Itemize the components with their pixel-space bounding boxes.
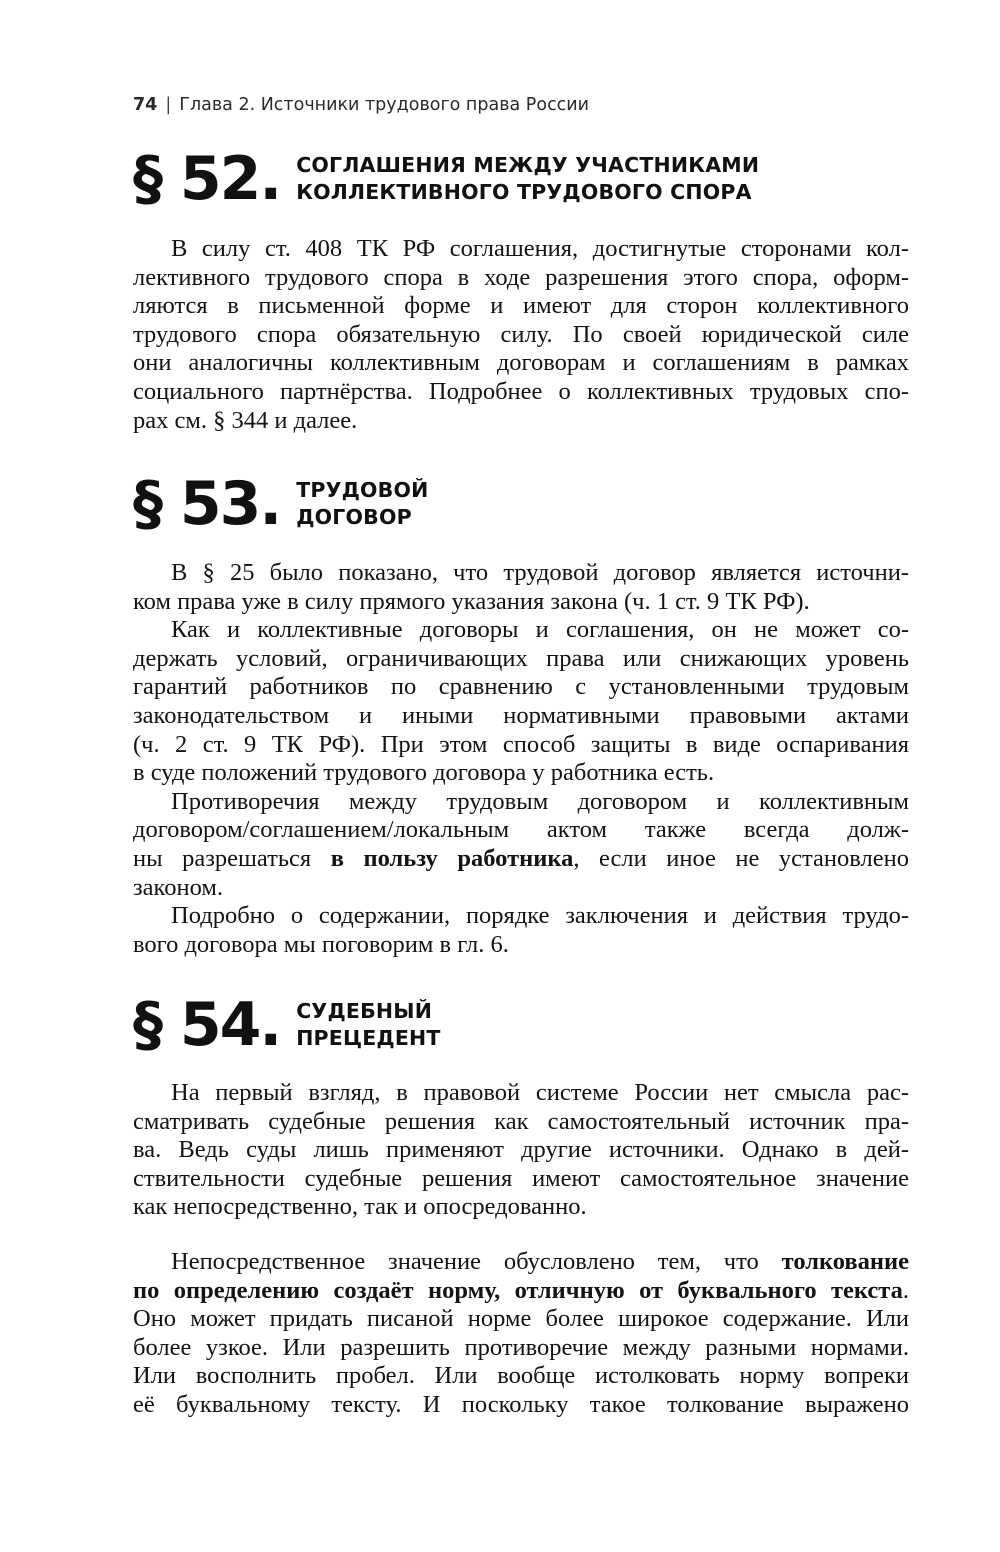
text-line: ком права уже в силу прямого указания закона (ч. 1 ст. 9 ТК РФ). bbox=[133, 587, 810, 615]
text-run: , если иное не установлено bbox=[573, 844, 910, 872]
text-line: В § 25 было показано, что трудовой договор является источни- bbox=[171, 559, 909, 586]
text-line: как непосредственно, так и опосредованно. bbox=[133, 1193, 587, 1221]
section-title-line: СОГЛАШЕНИЯ МЕЖДУ УЧАСТНИКАМИ bbox=[296, 153, 760, 177]
text-line: лективного трудового спора в ходе разрешения этого спора, оформ- bbox=[133, 263, 909, 291]
text-line: законом. bbox=[133, 873, 223, 901]
section-number: § 54. bbox=[133, 990, 281, 1060]
section-53-text bbox=[133, 559, 909, 959]
section-title-line: КОЛЛЕКТИВНОГО ТРУДОВОГО СПОРА bbox=[296, 180, 752, 204]
text-run: . bbox=[902, 1276, 909, 1304]
text-line bbox=[133, 1248, 909, 1277]
text-line: Или восполнить пробел. Или вообще истолковать норму вопреки bbox=[133, 1362, 909, 1390]
text-line: гарантий работников по сравнению с установленными трудовым bbox=[133, 673, 909, 701]
text-line: На первый взгляд, в правовой системе России нет смысла рас- bbox=[171, 1079, 909, 1106]
section-title-line: ПРЕЦЕДЕНТ bbox=[296, 1026, 441, 1050]
text-line: В силу ст. 408 ТК РФ соглашения, достигнутые сторонами кол- bbox=[171, 235, 909, 262]
text-line: Оно может придать писаной норме более широкое содержание. Или bbox=[133, 1305, 909, 1333]
text-line: ляются в письменной форме и имеют для сторон коллективного bbox=[133, 292, 909, 320]
text-line bbox=[133, 845, 909, 874]
text-run: Непосредственное значение обусловлено тем, что bbox=[171, 1248, 759, 1275]
bold-emphasis: в пользу работника bbox=[330, 844, 574, 872]
text-line: её буквальному тексту. И поскольку такое толкование выражено bbox=[133, 1390, 909, 1418]
section-52-heading bbox=[133, 144, 760, 214]
section-number: § 52. bbox=[133, 144, 281, 214]
bold-emphasis: толкование bbox=[781, 1248, 910, 1275]
section-title bbox=[296, 152, 759, 206]
section-53-heading bbox=[133, 469, 429, 539]
text-line: Как и коллективные договоры и соглашения, он не может со- bbox=[171, 616, 909, 644]
text-line: рах см. § 344 и далее. bbox=[133, 406, 358, 434]
section-54-heading bbox=[133, 990, 441, 1060]
section-title bbox=[296, 477, 428, 531]
text-line: трудового спора обязательную силу. По своей юридической силе bbox=[133, 320, 909, 348]
running-header bbox=[133, 95, 589, 115]
section-title-line: ДОГОВОР bbox=[296, 505, 412, 529]
chapter-title: Глава 2. Источники трудового права России bbox=[179, 95, 590, 115]
text-line: более узкое. Или разрешить противоречие между разными нормами. bbox=[133, 1333, 909, 1361]
text-line: сматривать судебные решения как самостоятельный источник пра- bbox=[133, 1107, 909, 1135]
text-line bbox=[133, 1277, 909, 1306]
text-line: держать условий, ограничивающих права или снижающих уровень bbox=[133, 644, 909, 672]
section-52-text bbox=[133, 235, 909, 435]
section-title-line: ТРУДОВОЙ bbox=[296, 478, 429, 502]
text-line: ва. Ведь суды лишь применяют другие источники. Однако в дей- bbox=[133, 1136, 909, 1164]
section-54-text-continued bbox=[133, 1248, 909, 1420]
text-line: (ч. 2 ст. 9 ТК РФ). При этом способ защиты в виде оспаривания bbox=[133, 730, 909, 758]
text-line: договором/соглашением/локальным актом также всегда долж- bbox=[133, 816, 909, 844]
text-line: социального партнёрства. Подробнее о коллективных трудовых спо- bbox=[133, 377, 909, 405]
header-separator: | bbox=[165, 95, 172, 115]
text-run: ны разрешаться bbox=[133, 844, 312, 872]
text-line: ствительности судебные решения имеют самостоятельное значение bbox=[133, 1164, 909, 1192]
text-line: законодательством и иными нормативными правовыми актами bbox=[133, 701, 909, 729]
text-line: они аналогичны коллективным договорам и соглашениям в рамках bbox=[133, 349, 909, 377]
text-line: в суде положений трудового договора у работника есть. bbox=[133, 759, 715, 787]
section-54-text bbox=[133, 1079, 909, 1222]
text-line: Подробно о содержании, порядке заключения и действия трудо- bbox=[171, 902, 909, 930]
section-number: § 53. bbox=[133, 469, 281, 539]
section-title-line: СУДЕБНЫЙ bbox=[296, 999, 433, 1023]
section-title bbox=[296, 998, 440, 1052]
text-line: Противоречия между трудовым договором и коллективным bbox=[171, 787, 909, 815]
page-number: 74 bbox=[133, 95, 158, 115]
text-line: вого договора мы поговорим в гл. 6. bbox=[133, 930, 509, 958]
bold-emphasis: по определению создаёт норму, отличную от буквального текста bbox=[133, 1276, 903, 1304]
